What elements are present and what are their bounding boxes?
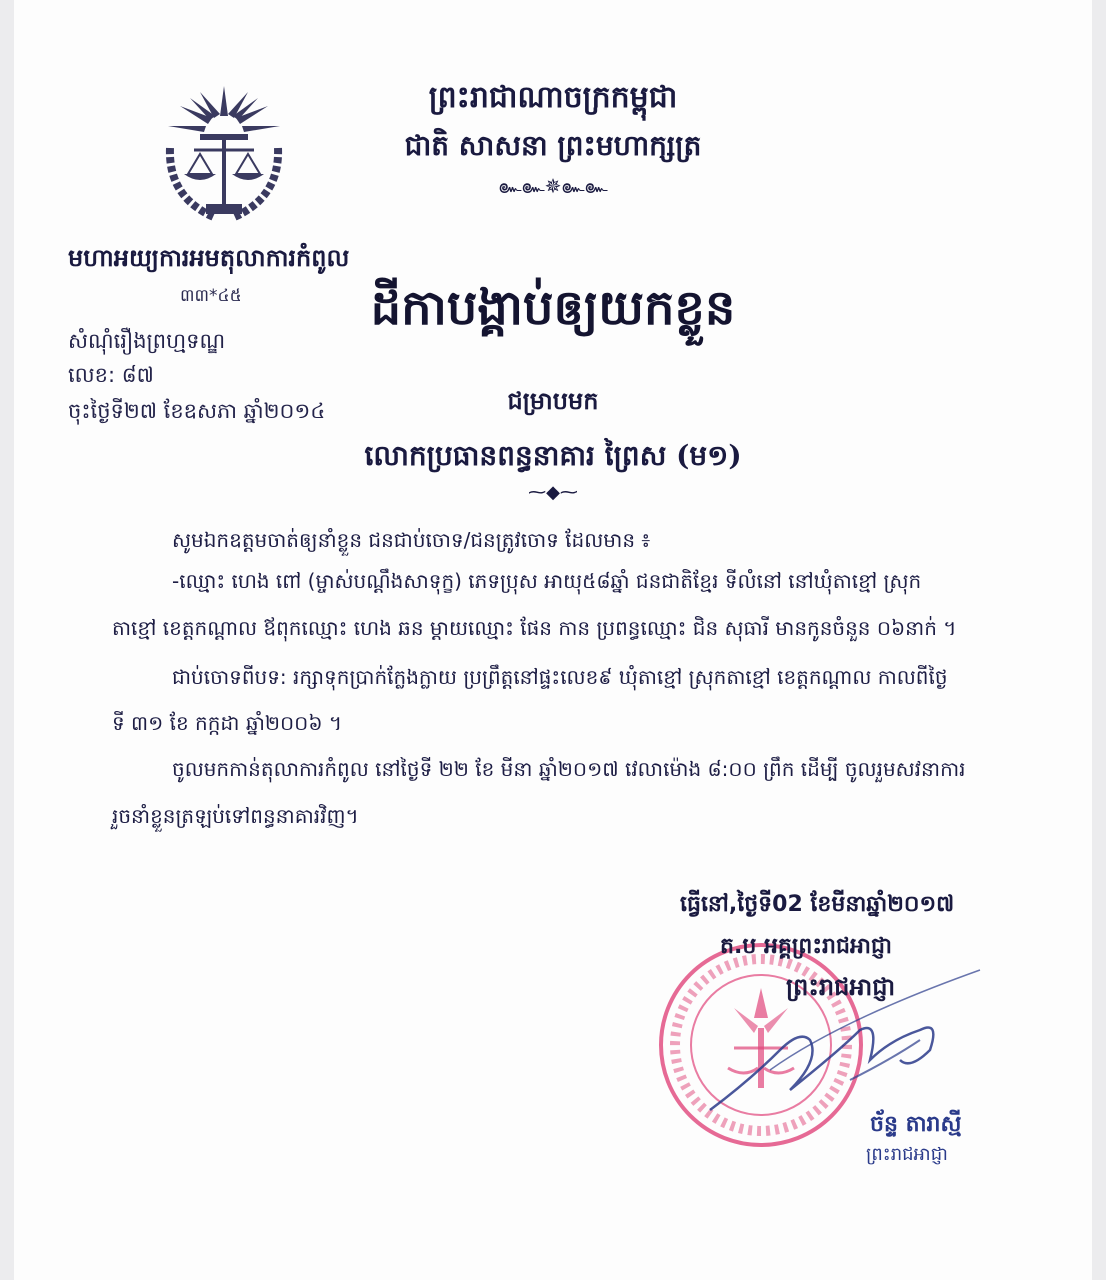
document-title: ដីកាបង្គាប់ឲ្យយកខ្លួន — [370, 280, 736, 336]
national-motto: ជាតិ សាសនា ព្រះមហាក្សត្រ — [404, 129, 702, 162]
body-paragraph-7: រួចនាំខ្លួនត្រឡប់ទៅពន្ធនាគារវិញ។ — [112, 804, 359, 828]
body-paragraph-5: ទី ៣១ ខែ កក្កដា ឆ្នាំ២០០៦ ។ — [112, 711, 343, 735]
signer-title: ព្រះរាជអាជ្ញា — [866, 1144, 948, 1165]
place-and-date: ធ្វើនៅ,ថ្ងៃទី02 ខែមីនាឆ្នាំ២០១៧ — [680, 892, 955, 917]
signer-name: ច័ន្ទ តារាស្មី — [870, 1112, 962, 1137]
case-number: លេខ: ៨៧ — [68, 363, 154, 387]
kingdom-title: ព្រះរាជាណាចក្រកម្ពុជា — [428, 80, 678, 115]
body-paragraph-6: ចូលមកកាន់តុលាការកំពូល នៅថ្ងៃទី ២២ ខែ មីនា ឆ្នាំ២០១៧ វេលាម៉ោង ៨:០០ ព្រឹក ដើម្បី ចូលរួមសវនាការ — [172, 757, 966, 781]
body-paragraph-1: សូមឯកឧត្តមចាត់ឲ្យនាំខ្លួន ជនជាប់ចោទ/ជនត្រូវចោទ ដែលមាន ៖ — [172, 528, 651, 552]
header-ornament: ๛๛✵๛๛ — [498, 174, 608, 198]
body-paragraph-2: -ឈ្មោះ ហេង ពៅ (ម្ចាស់បណ្តឹងសាទុក្ខ) ភេទប្រុស អាយុ៥៨ឆ្នាំ ជនជាតិខ្មែរ ទីលំនៅ នៅឃុំតាខ្មៅ ស្រុក — [172, 569, 922, 593]
issuing-office: មហាអយ្យការអមតុលាការកំពូល — [68, 244, 350, 272]
prosecutor-title: ព្រះរាជអាជ្ញា — [786, 973, 896, 1001]
office-number: ៣៣*៤៥ — [180, 286, 242, 306]
body-paragraph-4: ជាប់ចោទពីបទ: រក្សាទុកប្រាក់ក្លែងក្លាយ ប្រព្រឹត្តនៅផ្ទះលេខ៩ ឃុំតាខ្មៅ ស្រុកតាខ្មៅ ខេត្តកណ្តាល កាលពីថ្ងៃ — [172, 665, 948, 689]
case-category: សំណុំរឿងព្រហ្មទណ្ឌ — [68, 329, 226, 353]
body-paragraph-3: តាខ្មៅ ខេត្តកណ្តាល ឪពុកឈ្មោះ ហេង ឆន ម្តាយឈ្មោះ ផែន កាន ប្រពន្ធឈ្មោះ ជិន សុធារី មានកូនចំនួន ០៦នាក់ ។ — [112, 616, 957, 640]
on-behalf-of: ត.ប អគ្គព្រះរាជអាជ្ញា — [720, 934, 892, 959]
divider-ornament: ⁓◆⁓ — [528, 482, 578, 503]
case-date: ចុះថ្ងៃទី២៧ ខែឧសភា ឆ្នាំ២០១៤ — [68, 399, 326, 423]
recipient: លោកប្រធានពន្ធនាគារ ព្រៃស (ម១) — [364, 439, 742, 472]
to-label: ជម្រាបមក — [507, 387, 599, 415]
